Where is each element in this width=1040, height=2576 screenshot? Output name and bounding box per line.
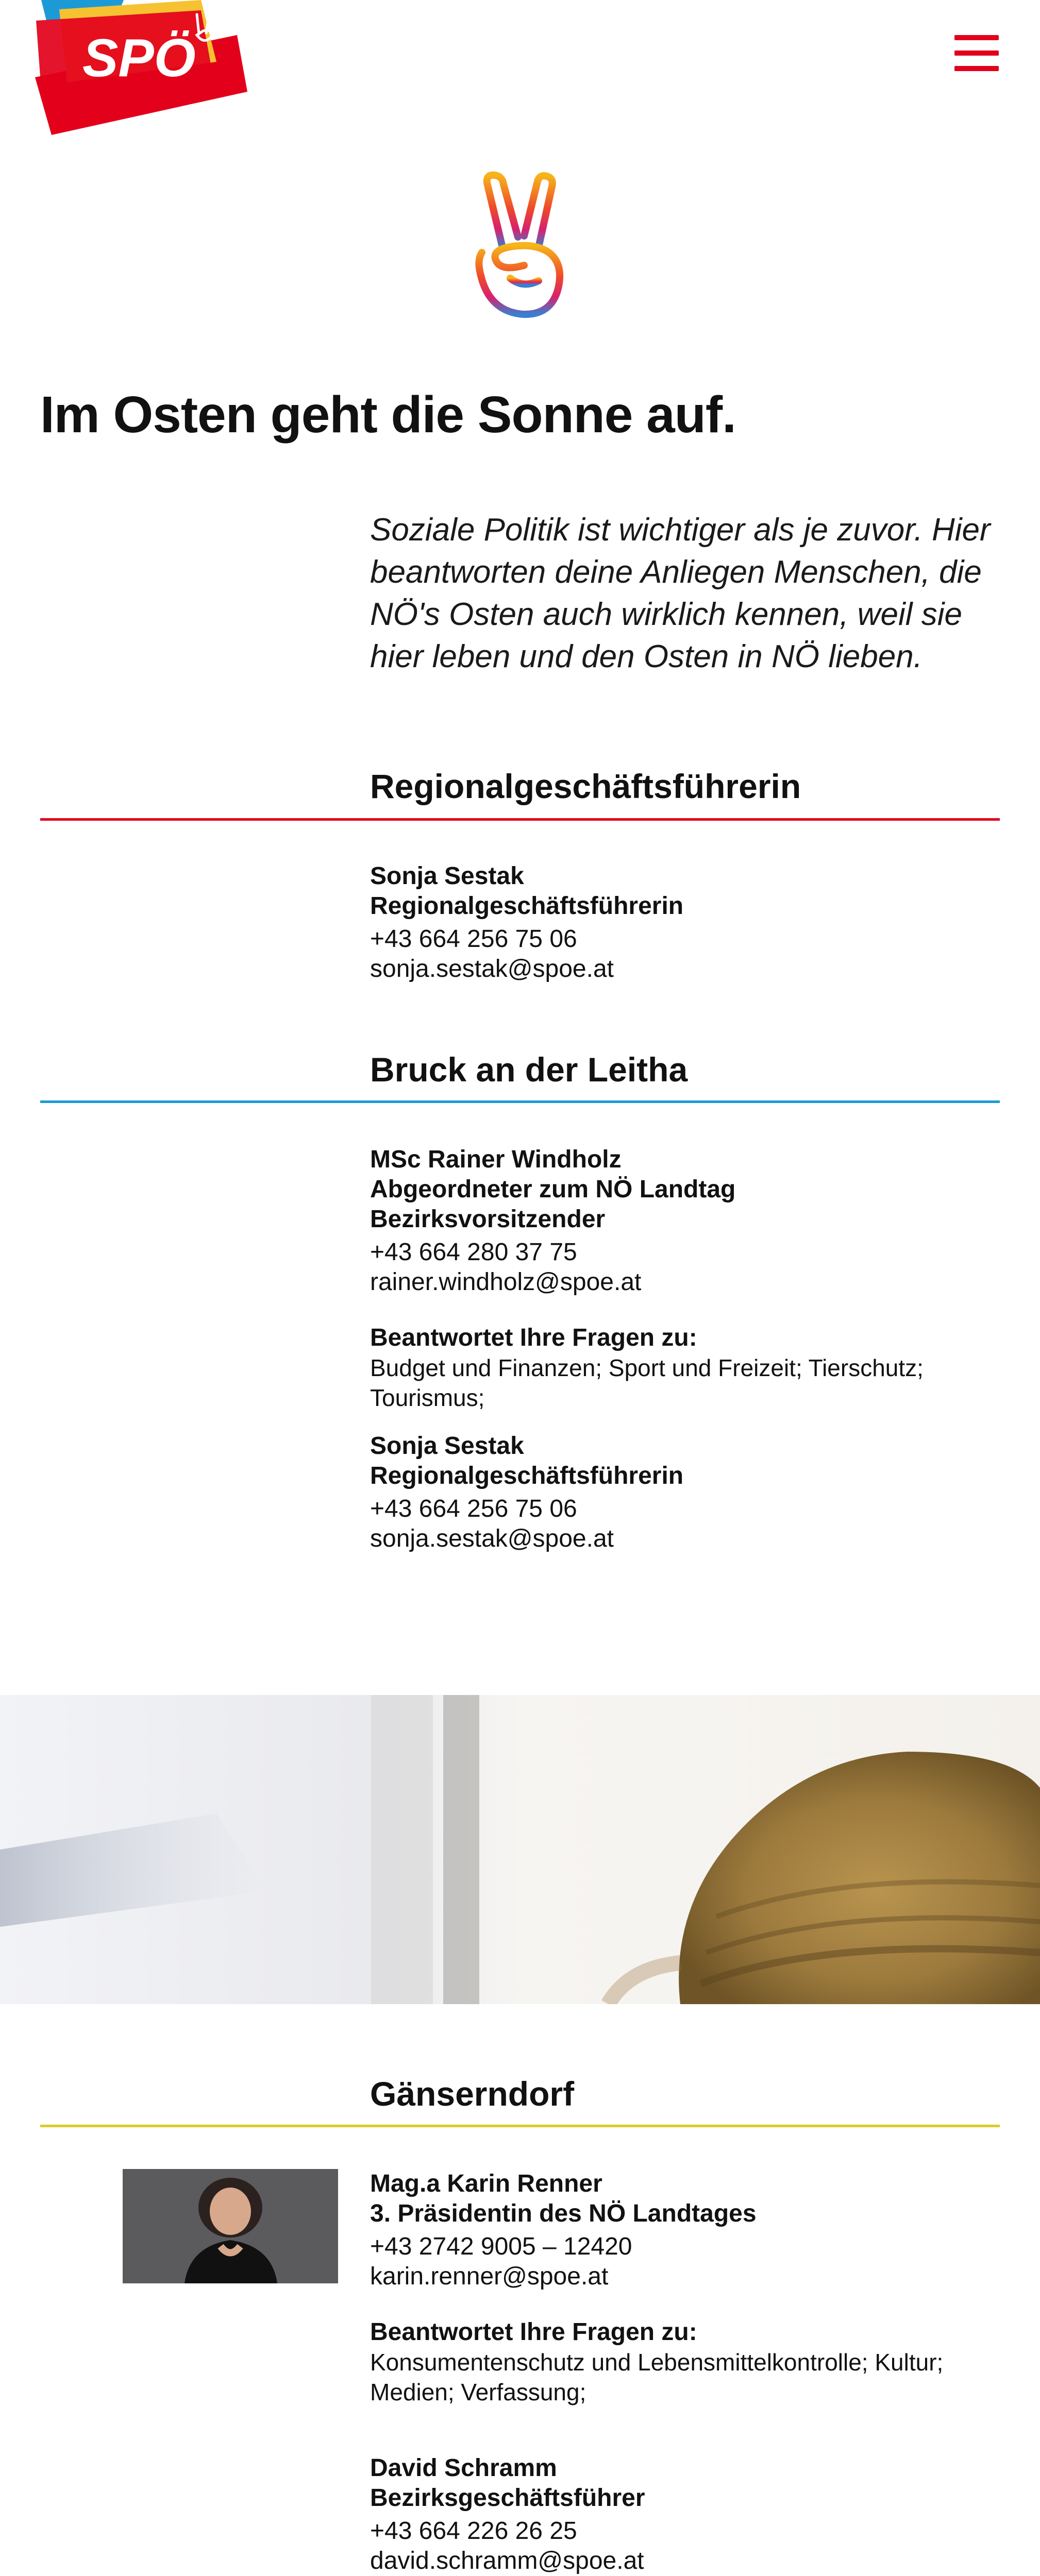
contact-email[interactable]: david.schramm@spoe.at [370, 2547, 644, 2574]
contact-phone[interactable]: +43 664 256 75 06 [370, 1495, 577, 1522]
section-divider [40, 818, 1000, 821]
contact-email[interactable]: karin.renner@spoe.at [370, 2263, 609, 2290]
contact-card [370, 2169, 1009, 2407]
topics-label: Beantwortet Ihre Fragen zu: [370, 1324, 697, 1351]
contact-email[interactable]: sonja.sestak@spoe.at [370, 1525, 614, 1552]
topics-label: Beantwortet Ihre Fragen zu: [370, 2318, 697, 2346]
section-title-bruck: Bruck an der Leitha [370, 1050, 688, 1089]
topics-list: Budget und Finanzen; Sport und Freizeit; Tierschutz; Tourismus; [370, 1354, 924, 1411]
contact-phone[interactable]: +43 664 256 75 06 [370, 925, 577, 953]
contact-card [370, 1145, 1009, 1413]
contact-email[interactable]: sonja.sestak@spoe.at [370, 955, 614, 982]
logo-text: SPÖ [82, 28, 196, 88]
section-divider [40, 1100, 1000, 1103]
contact-name: Sonja Sestak [370, 1432, 524, 1460]
contact-card [370, 861, 1009, 984]
contact-name: David Schramm [370, 2454, 557, 2482]
intro-text: Soziale Politik ist wichtiger als je zuvor. Hier beantworten deine Anliegen Menschen, die NÖ's Osten auch wirklich kennen, weil sie hier leben und den Osten in NÖ lieben. [370, 512, 991, 674]
topics-list: Konsumentenschutz und Lebensmittelkontrolle; Kultur; Medien; Verfassung; [370, 2349, 944, 2405]
contact-card [370, 1431, 1009, 1554]
contact-portrait-photo [123, 2169, 338, 2283]
contact-role-secondary: Bezirksvorsitzender [370, 1206, 606, 1233]
spoe-logo[interactable] [31, 0, 247, 139]
section-divider [40, 2125, 1000, 2127]
section-title-regional: Regionalgeschäftsführerin [370, 767, 801, 805]
contact-role: Bezirksgeschäftsführer [370, 2484, 645, 2512]
hamburger-menu-icon[interactable] [954, 35, 999, 71]
contact-phone[interactable]: +43 664 226 26 25 [370, 2517, 577, 2545]
contact-phone[interactable]: +43 664 280 37 75 [370, 1239, 577, 1266]
contact-role: 3. Präsidentin des NÖ Landtages [370, 2200, 757, 2227]
peace-hand-icon [466, 170, 575, 325]
contact-phone[interactable]: +43 2742 9005 – 12420 [370, 2233, 632, 2260]
contact-email[interactable]: rainer.windholz@spoe.at [370, 1268, 642, 1296]
contact-name: MSc Rainer Windholz [370, 1146, 622, 1173]
section-title-gaenserndorf: Gänserndorf [370, 2075, 575, 2113]
decorative-photo-band [0, 1695, 1040, 2004]
contact-name: Sonja Sestak [370, 862, 524, 890]
contact-role: Regionalgeschäftsführerin [370, 1462, 684, 1489]
contact-card [370, 2453, 1009, 2576]
contact-role: Abgeordneter zum NÖ Landtag [370, 1176, 736, 1203]
contact-role: Regionalgeschäftsführerin [370, 892, 684, 920]
page-title: Im Osten geht die Sonne auf. [40, 386, 736, 444]
contact-name: Mag.a Karin Renner [370, 2170, 602, 2197]
